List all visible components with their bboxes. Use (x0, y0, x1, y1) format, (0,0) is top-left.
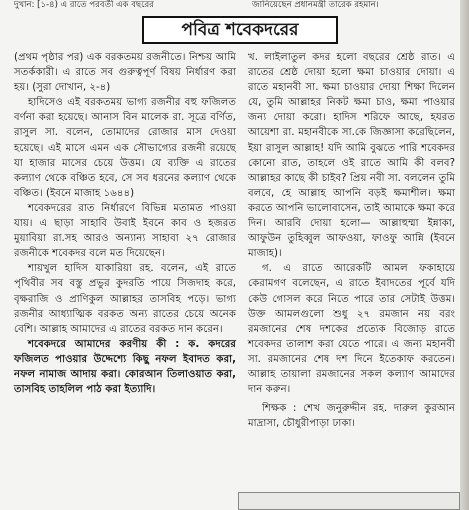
article-title-box (142, 16, 338, 44)
previous-article-strip (0, 0, 460, 11)
article-column-left (14, 50, 236, 397)
next-article-box (238, 492, 460, 510)
previous-article-text-right: জানিয়েছেন প্রধানমন্ত্রী তারেক রহমান। (252, 0, 379, 10)
article-paragraph: শবেকদরে আমাদের করণীয় কী : ক. কদরের ফজিলত পাওয়ার উদ্দেশ্যে কিছু নফল ইবাদত করা, নফল নামাজ আদায় করা। কোরআন তিলাওয়াত করা, তাসবিহ তাহলিল পাঠ করা ইত্যাদি। (14, 338, 236, 396)
article-paragraph: শিক্ষক : শেখ জনুরুদ্দীন রহ. দারুল কুরআন মাদ্রাসা, চৌধুরীপাড়া ঢাকা। (248, 403, 455, 430)
article-paragraph: শবেকদরের রাত নির্ধারণে বিভিন্ন মতামত পাওয়া যায়। এ ছাড়া সাহাবি উবাই ইবনে কাব ও হজরত মুয়াবিয়া রা.সহ আরও অন্যান্য সাহাবা ২৭ রোজার রজনীকে শবেকদর বলে মত দিয়েছেন। (14, 202, 236, 260)
article-paragraph: গ. এ রাতে আরেকটি আমল ফকাহায়ে কেরামগণ বলেছেন, এ রাতে ইবাদতের পূর্বে যদি কেউ গোসল করে নিতে পারে তার সেটাই উত্তম। উক্ত আমলগুলো শুধু ২৭ রমজান নয় বরং রমজানের শেষ দশকের প্রত্যেক বিজোড় রাতে শবেকদর তালাশ করা যেতে পারে। এ জন্য মহানবী সা. রমজানের শেষ দশ দিনে ইতেকাফ করতেন। আল্লাহ তায়ালা রমজানের সকল কল্যাণ আমাদের দান করুন। (248, 263, 455, 396)
article-title: পবিত্র শবেকদরের (181, 20, 299, 40)
adjacent-column-edge (460, 0, 469, 510)
article-column-right (248, 50, 455, 431)
article-paragraph: শায়খুল হাদিস যাকারিয়া রহ. বলেন, এই রাতে পৃথিবীর সব বস্তু প্রভুর কুদরতি পায়ে সিজদাহ করে, বৃক্ষরাজি ও প্রাণিকুল আল্লাহর তাসবিহ পড়ে। ভাগ্য রজনীর আধ্যাত্মিক বরকত অন্য রাতের চেয়ে অনেক বেশি। আল্লাহ আমাদের এ রাতের বরকত দান করেন। (14, 263, 236, 335)
article-paragraph: (প্রথম পৃষ্ঠার পর) এক বরকতময় রজনীতে। নিশ্চয় আমি সতর্ককারী। এ রাতে সব গুরুত্বপূর্ণ বিষয় নির্ধারণ করা হয়। (সুরা দোখান, ২-৪) (14, 52, 236, 94)
previous-article-text-left: দুখান: [১-৪) এ রাতে পরবর্তী এক বছরের (14, 0, 154, 10)
article-paragraph: হাদিসেও এই বরকতময় ভাগ্য রজনীর বহু ফজিলত বর্ণনা করা হয়েছে। আনাস বিন মালেক রা. সূত্রে বর্ণিত, রাসুল সা. বলেন, তোমাদের রোজার মাস দেওয়া হয়েছে। এই মাসে এমন এক সৌভাগ্যের রজনী রয়েছে যা হাজার মাসের চেয়ে উত্তম। যে ব্যক্তি এ রাতের কল্যাণ থেকে বঞ্চিত হবে, সে সব ধরনের কল্যাণ থেকে বঞ্চিত। (ইবনে মাজাহ ১৬৪৪) (14, 97, 236, 199)
article-paragraph: খ. লাইলাতুল কদর হলো বছরের শ্রেষ্ঠ রাত। এ রাতের শ্রেষ্ঠ দোয়া হলো ক্ষমা চাওয়ার দোয়া। এ রাতে মহানবী সা. ক্ষমা চাওয়ার দোয়া শিক্ষা দিলেন যে, তুমি আল্লাহর নিকট ক্ষমা চাও, ক্ষমা পাওয়ার জন্য দোয়া করো। হাদিস শরিফে আছে, হযরত আয়েশা রা. মহানবীকে সা.কে জিজ্ঞাসা করেছিলেন, ইয়া রাসুল আল্লাহ! যদি আমি বুঝতে পারি শবেকদর কোনো রাত, তাহলে ওই রাতে আমি কী বলব? আল্লাহর কাছে কী চাইব? প্রিয় নবী সা. বললেন তুমি বলবে, হে আল্লাহ আপনি বড়ই ক্ষমাশীল। ক্ষমা করতে আপনি ভালোবাসেন, তাই আমাকে ক্ষমা করে দিন। আরবি দোয়া হলো— আল্লাহুম্মা ইন্নাকা, আফুউন তুহিব্বুল আফওয়া, ফাওফু আন্নি (ইবনে মাজাহ)। (248, 52, 455, 260)
